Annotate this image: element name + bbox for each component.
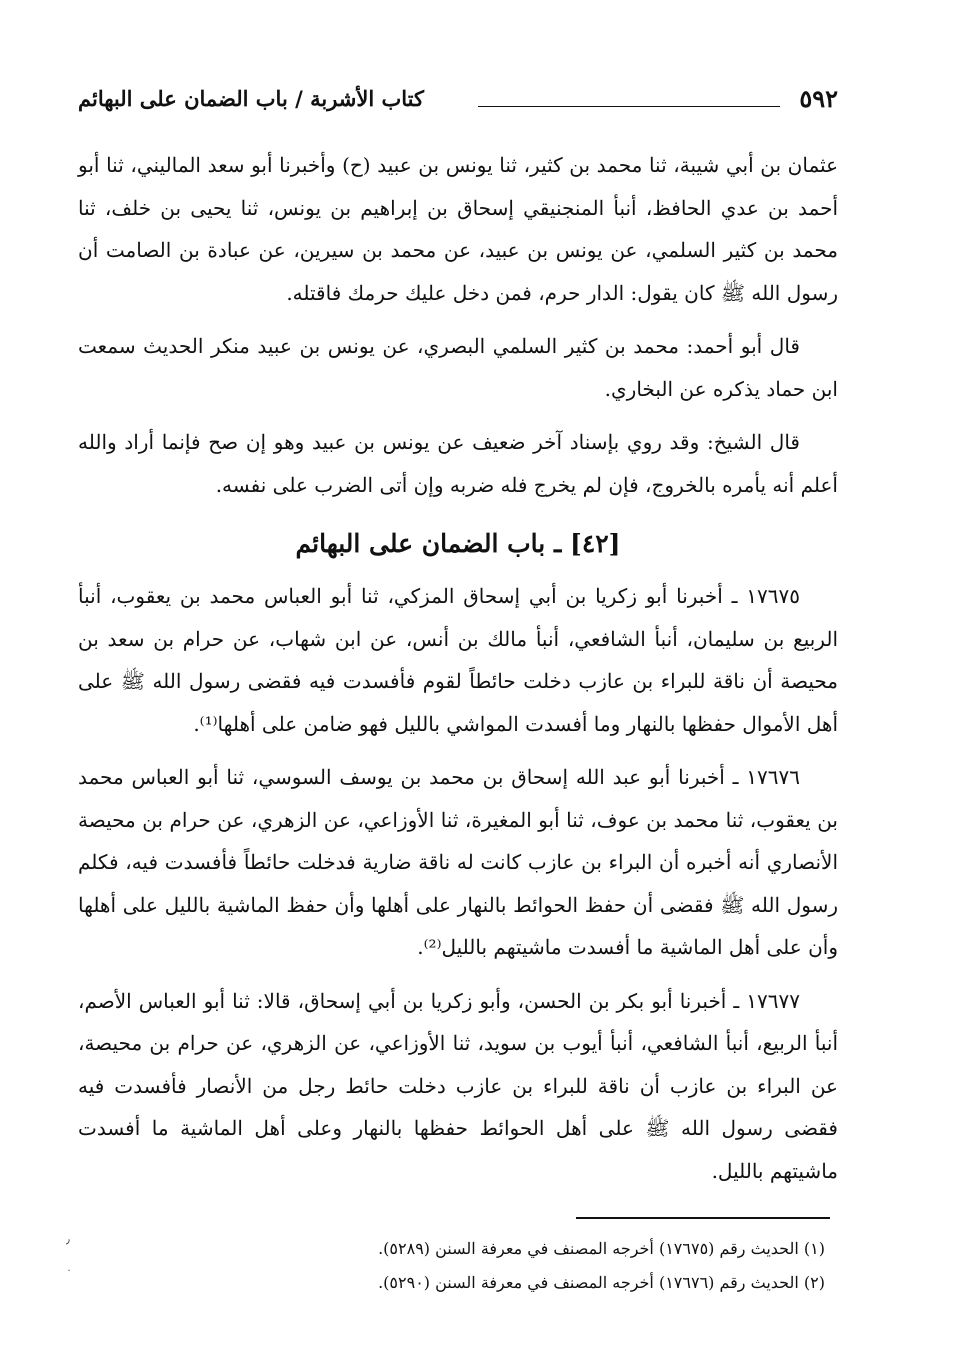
hadith-17677: ١٧٦٧٧ ـ أخبرنا أبو بكر بن الحسن، وأبو زكريا بن أبي إسحاق، قالا: ثنا أبو العباس الأصم، أنبأ الربيع، أنبأ الشافعي، أنبأ أيوب بن سويد، ثنا الأوزاعي، عن الزهري، عن حرام بن محيصة، عن البراء بن عازب أن ناقة للبراء بن عازب دخلت حائط رجل من الأنصار فأفسدت فيه فقضى رسول الله ﷺ على أهل الحوائط حفظها بالنهار وعلى أهل الماشية ما أفسدت ماشيتهم بالليل.	[78, 988, 838, 1183]
page-number: ٥٩٢	[799, 84, 838, 113]
paragraph-abu-ahmad: قال أبو أحمد: محمد بن كثير السلمي البصري، عن يونس بن عبيد منكر الحديث سمعت ابن حماد يذكره عن البخاري.	[78, 334, 838, 401]
footnotes	[378, 1232, 825, 1300]
paragraph-shaykh: قال الشيخ: وقد روي بإسناد آخر ضعيف عن يونس بن عبيد وهو إن صح فإنما أراد والله أعلم أنه يأمره بالخروج، فإن لم يخرج فله ضربه وإن أتى الضرب على نفسه.	[78, 430, 838, 497]
page-header	[78, 78, 838, 122]
running-title: كتاب الأشربة / باب الضمان على البهائم	[78, 86, 425, 111]
footnote-1: (١) الحديث رقم (١٧٦٧٥) أخرجه المصنف في معرفة السنن (٥٢٨٩).	[378, 1239, 825, 1258]
paragraph-continued-isnad: عثمان بن أبي شيبة، ثنا محمد بن كثير، ثنا يونس بن عبيد (ح) وأخبرنا أبو سعد الماليني، ثنا أبو أحمد بن عدي الحافظ، أنبأ المنجنيقي إسحاق بن إبراهيم بن يونس، ثنا يحيى بن خلف، ثنا محمد بن كثير السلمي، عن يونس بن عبيد، عن محمد بن سيرين، عن عبادة بن الصامت أن رسول الله ﷺ كان يقول: الدار حرم، فمن دخل عليك حرمك فاقتله.	[78, 153, 838, 305]
main-text	[78, 144, 838, 1203]
footnote-2: (٢) الحديث رقم (١٧٦٧٦) أخرجه المصنف في معرفة السنن (٥٢٩٠).	[378, 1273, 825, 1292]
header-rule	[478, 106, 780, 107]
margin-mark: ˙	[66, 1268, 72, 1282]
section-heading: [٤٢] ـ باب الضمان على البهائم	[295, 529, 621, 558]
footnote-rule	[576, 1217, 830, 1219]
hadith-17676: ١٧٦٧٦ ـ أخبرنا أبو عبد الله إسحاق بن محمد بن يوسف السوسي، ثنا أبو العباس محمد بن يعقوب، ثنا محمد بن عوف، ثنا أبو المغيرة، ثنا الأوزاعي، عن الزهري، عن حرام بن محيصة الأنصاري أنه أخبره أن البراء بن عازب كانت له ناقة ضارية فدخلت حائطاً فأفسدت فيه، فكلم رسول الله ﷺ فقضى أن حفظ الحوائط بالنهار على أهلها وأن حفظ الماشية بالليل على أهلها وأن على أهل الماشية ما أفسدت ماشيتهم بالليل⁽²⁾.	[78, 765, 838, 959]
hadith-17675: ١٧٦٧٥ ـ أخبرنا أبو زكريا بن أبي إسحاق المزكي، ثنا أبو العباس محمد بن يعقوب، أنبأ الربيع بن سليمان، أنبأ الشافعي، أنبأ مالك بن أنس، عن ابن شهاب، عن حرام بن سعد بن محيصة أن ناقة للبراء بن عازب دخلت حائطاً لقوم فأفسدت فيه فقضى رسول الله ﷺ على أهل الأموال حفظها بالنهار وما أفسدت المواشي بالليل فهو ضامن على أهلها⁽¹⁾.	[78, 584, 838, 736]
margin-mark: ٫	[66, 1232, 70, 1246]
